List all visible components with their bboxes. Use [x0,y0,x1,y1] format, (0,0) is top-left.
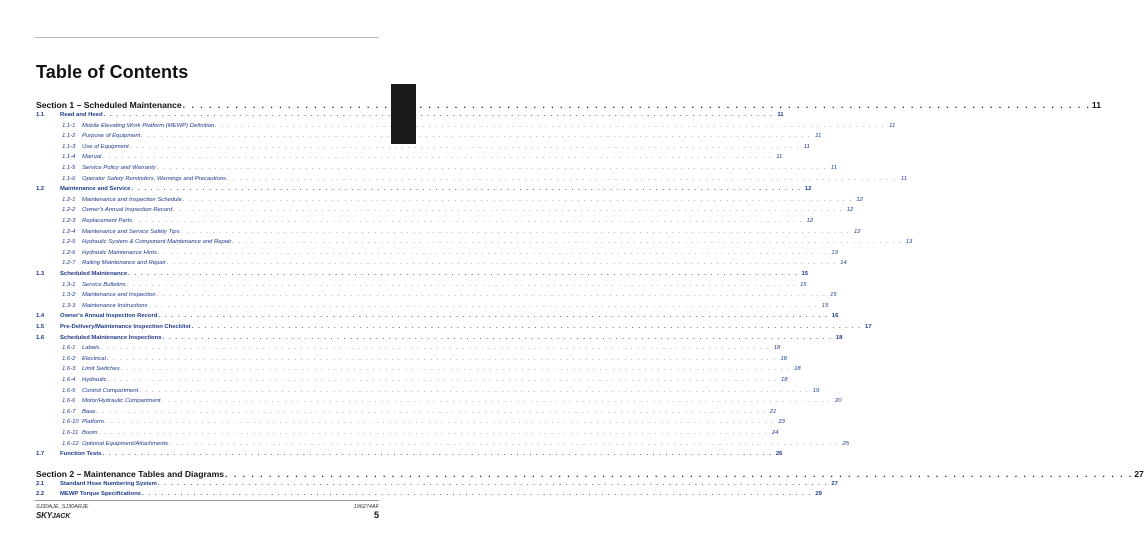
toc-entry-title: Manual [82,154,102,161]
toc-entry-level2[interactable] [62,154,783,165]
toc-entry-level2[interactable] [62,175,907,187]
toc-entry-page: 20 [835,398,842,405]
dot-leader: . . . . . . . . . . . . . . . . . . . . . . . . . . . . . . . . . . . . . . . . . . . . . . . . . . . . . . . . . . . . . . . . . . . . . . . . . . . . . . . . . . . . . . . . . . . . . . . . . . . . . . . . [100,345,771,352]
toc-entry-page: 14 [840,260,847,267]
toc-entry-page: 15 [801,271,809,277]
toc-entry-number: 1.6-5 [62,387,76,394]
toc-entry-title: Purpose of Equipment [82,133,141,140]
dot-leader: . . . . . . . . . . . . . . . . . . . . . . . . . . . . . . . . . . . . . . . . . . . . . . . . . . . . . . . . . . . . . . . . . . . . . . . . . . . . . . . . . . . . . . . . . . . . . . . . . . . . . . . . [225,468,1134,479]
toc-section-heading[interactable] [36,468,1144,481]
toc-entry-page: 11 [900,175,907,182]
toc-entry-number: 1.1-4 [62,154,76,161]
dot-leader: . . . . . . . . . . . . . . . . . . . . . . . . . . . . . . . . . . . . . . . . . . . . . . . . . . . . . . . . . . . . . . . . . . . . . . . . . . . . . . . . . . . . . . . . . . . . . . . . . . . . . . . . [102,451,773,458]
toc-entry-level2[interactable] [62,440,850,452]
toc-entry-number: 1.1-3 [62,143,76,150]
page-title: Table of Contents [36,62,189,82]
toc-entry-title: Read and Heed [60,112,103,118]
toc-entry-page: 11 [1091,100,1102,110]
toc-entry-number: 1.3-1 [62,281,76,288]
dot-leader: . . . . . . . . . . . . . . . . . . . . . . . . . . . . . . . . . . . . . . . . . . . . . . . . . . . . . . . . . . . . . . . . . . . . . . . . . . . . . . . . . . . . . . . . . . . . . . . . . . . . . . . . [158,313,829,320]
toc-entry-page: 21 [769,408,777,415]
dot-leader: . . . . . . . . . . . . . . . . . . . . . . . . . . . . . . . . . . . . . . . . . . . . . . . . . . . . . . . . . . . . . . . . . . . . . . . . . . . . . . . . . . . . . . . . . . . . . . . . . . . . . . . . [96,408,767,415]
toc-entry-level2[interactable] [62,430,779,441]
toc-entry-page: 11 [889,122,896,129]
toc-entry-level1[interactable] [36,271,809,282]
dot-leader: . . . . . . . . . . . . . . . . . . . . . . . . . . . . . . . . . . . . . . . . . . . . . . . . . . . . . . . . . . . . . . . . . . . . . . . . . . . . . . . . . . . . . . . . . . . . . . . . . . . . . . . . [131,186,802,193]
toc-entry-title: Owner's Annual Inspection Record [82,207,173,214]
toc-entry-level2[interactable] [62,355,787,367]
dot-leader: . . . . . . . . . . . . . . . . . . . . . . . . . . . . . . . . . . . . . . . . . . . . . . . . . . . . . . . . . . . . . . . . . . . . . . . . . . . . . . . . . . . . . . . . . . . . . . . . . . . . . . . . [157,249,828,256]
toc-entry-page: 18 [835,334,843,341]
toc-entry-page: 12 [806,218,814,224]
toc-entry-page: 24 [771,430,779,436]
dot-leader: . . . . . . . . . . . . . . . . . . . . . . . . . . . . . . . . . . . . . . . . . . . . . . . . . . . . . . . . . . . . . . . . . . . . . . . . . . . . . . . . . . . . . . . . . . . . . . . . . . . . . . . . [103,112,774,118]
toc-entry-title: Function Tests [60,451,102,458]
toc-entry-number: 2.2 [36,491,45,498]
toc-entry-title: Section 1 – Scheduled Maintenance [36,100,182,110]
dot-leader: . . . . . . . . . . . . . . . . . . . . . . . . . . . . . . . . . . . . . . . . . . . . . . . . . . . . . . . . . . . . . . . . . . . . . . . . . . . . . . . . . . . . . . . . . . . . . . . . . . . . . . . . [161,398,832,405]
dot-leader: . . . . . . . . . . . . . . . . . . . . . . . . . . . . . . . . . . . . . . . . . . . . . . . . . . . . . . . . . . . . . . . . . . . . . . . . . . . . . . . . . . . . . . . . . . . . . . . . . . . . . . . . [191,324,862,330]
toc-entry-title: Boom [82,430,98,436]
toc-entry-page: 16 [831,313,839,320]
toc-entry-level2[interactable] [62,143,810,155]
toc-entry-level2[interactable] [62,281,807,293]
footer-doc-number: 196274AF [353,504,379,510]
toc-entry-number: 1.6-2 [62,355,76,362]
toc-entry-title: Hydraulic System & Component Maintenance and Repair [82,239,232,246]
dot-leader: . . . . . . . . . . . . . . . . . . . . . . . . . . . . . . . . . . . . . . . . . . . . . . . . . . . . . . . . . . . . . . . . . . . . . . . . . . . . . . . . . . . . . . . . . . . . . . . . . . . . . . . . [106,355,777,362]
toc-entry-title: Scheduled Maintenance [60,271,128,277]
toc-entry-title: Control Compartment [82,387,139,394]
skyjack-logo [36,511,70,520]
toc-entry-number: 1.4 [36,313,45,320]
toc-entry-number: 1.1-5 [62,165,76,171]
toc-entry-number: 1.1-6 [62,175,76,182]
toc-entry-title: Mobile Elevating Work Platform (MEWP) Definition [82,122,215,129]
toc-entry-page: 23 [778,419,785,426]
toc-entry-title: Standard Hose Numbering System [60,480,157,487]
toc-entry-number: 1.2-7 [62,260,76,267]
toc-entry-level2[interactable] [62,133,822,144]
toc-entry-title: Railing Maintenance and Repair [82,260,166,267]
dot-leader: . . . . . . . . . . . . . . . . . . . . . . . . . . . . . . . . . . . . . . . . . . . . . . . . . . . . . . . . . . . . . . . . . . . . . . . . . . . . . . . . . . . . . . . . . . . . . . . . . . . . . . . . [139,387,810,394]
toc-entry-page: 15 [830,292,837,299]
toc-entry-number: 1.6-4 [62,377,76,383]
toc-entry-page: 11 [830,165,837,171]
toc-entry-number: 1.6-3 [62,366,76,373]
dot-leader: . . . . . . . . . . . . . . . . . . . . . . . . . . . . . . . . . . . . . . . . . . . . . . . . . . . . . . . . . . . . . . . . . . . . . . . . . . . . . . . . . . . . . . . . . . . . . . . . . . . . . . . . [102,154,773,161]
logo-jack-text: JACK [51,513,71,520]
toc-entry-title: MEWP Torque Specifications [60,491,141,498]
toc-entry-title: Scheduled Maintenance Inspections [60,334,162,341]
toc-entry-page: 18 [780,377,788,383]
toc-entry-number: 1.6 [36,334,45,341]
toc-entry-level1[interactable] [36,451,783,462]
toc-entry-page: 11 [777,112,784,118]
toc-entry-title: Maintenance and Service Safety Tips [82,228,180,235]
toc-entry-number: 1.2-2 [62,207,76,214]
page-number: 5 [373,510,379,520]
toc-entry-level1[interactable] [36,186,812,197]
top-rule [35,37,379,38]
dot-leader: . . . . . . . . . . . . . . . . . . . . . . . . . . . . . . . . . . . . . . . . . . . . . . . . . . . . . . . . . . . . . . . . . . . . . . . . . . . . . . . . . . . . . . . . . . . . . . . . . . . . . . . . [182,100,1091,110]
dot-leader: . . . . . . . . . . . . . . . . . . . . . . . . . . . . . . . . . . . . . . . . . . . . . . . . . . . . . . . . . . . . . . . . . . . . . . . . . . . . . . . . . . . . . . . . . . . . . . . . . . . . . . . . [169,440,840,447]
toc-entry-level2[interactable] [62,408,777,420]
toc-entry-number: 1.1-1 [62,122,76,129]
toc-entry-page: 13 [905,239,913,246]
toc-entry-title: Electrical [82,355,106,362]
toc-entry-page: 17 [865,324,872,330]
toc-entry-page: 18 [794,366,801,373]
dot-leader: . . . . . . . . . . . . . . . . . . . . . . . . . . . . . . . . . . . . . . . . . . . . . . . . . . . . . . . . . . . . . . . . . . . . . . . . . . . . . . . . . . . . . . . . . . . . . . . . . . . . . . . . [162,334,833,341]
dot-leader: . . . . . . . . . . . . . . . . . . . . . . . . . . . . . . . . . . . . . . . . . . . . . . . . . . . . . . . . . . . . . . . . . . . . . . . . . . . . . . . . . . . . . . . . . . . . . . . . . . . . . . . . [156,292,827,299]
dot-leader: . . . . . . . . . . . . . . . . . . . . . . . . . . . . . . . . . . . . . . . . . . . . . . . . . . . . . . . . . . . . . . . . . . . . . . . . . . . . . . . . . . . . . . . . . . . . . . . . . . . . . . . . [215,122,886,129]
dot-leader: . . . . . . . . . . . . . . . . . . . . . . . . . . . . . . . . . . . . . . . . . . . . . . . . . . . . . . . . . . . . . . . . . . . . . . . . . . . . . . . . . . . . . . . . . . . . . . . . . . . . . . . . [232,239,903,246]
toc-entry-title: Maintenance Instructions [82,302,148,309]
dot-leader: . . . . . . . . . . . . . . . . . . . . . . . . . . . . . . . . . . . . . . . . . . . . . . . . . . . . . . . . . . . . . . . . . . . . . . . . . . . . . . . . . . . . . . . . . . . . . . . . . . . . . . . . [226,175,897,182]
toc-entry-level2[interactable] [62,398,842,409]
footer-rule [35,500,379,501]
toc-entry-level2[interactable] [62,377,788,388]
toc-entry-number: 1.7 [36,451,45,458]
toc-entry-level2[interactable] [62,419,785,430]
toc-entry-number: 1.6-11 [62,430,79,436]
dot-leader: . . . . . . . . . . . . . . . . . . . . . . . . . . . . . . . . . . . . . . . . . . . . . . . . . . . . . . . . . . . . . . . . . . . . . . . . . . . . . . . . . . . . . . . . . . . . . . . . . . . . . . . . [98,430,769,436]
toc-entry-number: 1.1 [36,112,45,118]
dot-leader: . . . . . . . . . . . . . . . . . . . . . . . . . . . . . . . . . . . . . . . . . . . . . . . . . . . . . . . . . . . . . . . . . . . . . . . . . . . . . . . . . . . . . . . . . . . . . . . . . . . . . . . . [141,491,812,498]
toc-entry-page: 12 [804,186,812,193]
toc-entry-title: Service Bulletins [82,281,126,288]
toc-entry-title: Labels [82,345,100,352]
toc-entry-number: 1.2-5 [62,239,76,246]
dot-leader: . . . . . . . . . . . . . . . . . . . . . . . . . . . . . . . . . . . . . . . . . . . . . . . . . . . . . . . . . . . . . . . . . . . . . . . . . . . . . . . . . . . . . . . . . . . . . . . . . . . . . . . . [128,271,799,277]
toc-entry-level2[interactable] [62,228,861,240]
dot-leader: . . . . . . . . . . . . . . . . . . . . . . . . . . . . . . . . . . . . . . . . . . . . . . . . . . . . . . . . . . . . . . . . . . . . . . . . . . . . . . . . . . . . . . . . . . . . . . . . . . . . . . . . [133,218,804,224]
toc-entry-level1[interactable] [36,334,843,346]
toc-entry-level2[interactable] [62,218,814,229]
toc-entry-title: Operator Safety Reminders, Warnings and Precautions [82,175,226,182]
toc-entry-level2[interactable] [62,366,801,377]
dot-leader: . . . . . . . . . . . . . . . . . . . . . . . . . . . . . . . . . . . . . . . . . . . . . . . . . . . . . . . . . . . . . . . . . . . . . . . . . . . . . . . . . . . . . . . . . . . . . . . . . . . . . . . . [173,207,844,214]
toc-entry-page: 15 [821,302,829,309]
toc-entry-page: 19 [812,387,820,394]
toc-entry-page: 15 [799,281,807,288]
toc-entry-number: 1.6-1 [62,345,76,352]
toc-entry-title: Maintenance and Inspection [82,292,156,299]
toc-entry-page: 12 [853,228,861,235]
dot-leader: . . . . . . . . . . . . . . . . . . . . . . . . . . . . . . . . . . . . . . . . . . . . . . . . . . . . . . . . . . . . . . . . . . . . . . . . . . . . . . . . . . . . . . . . . . . . . . . . . . . . . . . . [126,281,797,288]
toc-entry-page: 12 [856,196,863,203]
toc-entry-page: 27 [1134,468,1144,479]
toc-entry-title: Service Policy and Warranty [82,165,156,171]
dot-leader: . . . . . . . . . . . . . . . . . . . . . . . . . . . . . . . . . . . . . . . . . . . . . . . . . . . . . . . . . . . . . . . . . . . . . . . . . . . . . . . . . . . . . . . . . . . . . . . . . . . . . . . . [141,133,812,140]
dot-leader: . . . . . . . . . . . . . . . . . . . . . . . . . . . . . . . . . . . . . . . . . . . . . . . . . . . . . . . . . . . . . . . . . . . . . . . . . . . . . . . . . . . . . . . . . . . . . . . . . . . . . . . . [107,377,778,383]
toc-entry-level1[interactable] [36,480,838,492]
dot-leader: . . . . . . . . . . . . . . . . . . . . . . . . . . . . . . . . . . . . . . . . . . . . . . . . . . . . . . . . . . . . . . . . . . . . . . . . . . . . . . . . . . . . . . . . . . . . . . . . . . . . . . . . [104,419,775,426]
toc-entry-number: 1.3-2 [62,292,76,299]
toc-entry-number: 1.2-4 [62,228,76,235]
toc-entry-level2[interactable] [62,165,837,176]
toc-entry-page: 25 [842,440,850,447]
toc-entry-level2[interactable] [62,122,896,134]
toc-entry-number: 1.2-1 [62,196,76,203]
toc-entry-page: 26 [775,451,783,458]
dot-leader: . . . . . . . . . . . . . . . . . . . . . . . . . . . . . . . . . . . . . . . . . . . . . . . . . . . . . . . . . . . . . . . . . . . . . . . . . . . . . . . . . . . . . . . . . . . . . . . . . . . . . . . . [166,260,837,267]
toc-entry-level2[interactable] [62,387,820,399]
toc-entry-level2[interactable] [62,249,838,261]
toc-entry-page: 11 [803,143,810,150]
toc-entry-page: 18 [780,355,787,362]
toc-entry-level1[interactable] [36,324,872,335]
dot-leader: . . . . . . . . . . . . . . . . . . . . . . . . . . . . . . . . . . . . . . . . . . . . . . . . . . . . . . . . . . . . . . . . . . . . . . . . . . . . . . . . . . . . . . . . . . . . . . . . . . . . . . . . [156,165,827,171]
toc-entry-level1[interactable] [36,112,784,123]
toc-entry-level2[interactable] [62,239,913,250]
toc-entry-level2[interactable] [62,207,854,218]
dot-leader: . . . . . . . . . . . . . . . . . . . . . . . . . . . . . . . . . . . . . . . . . . . . . . . . . . . . . . . . . . . . . . . . . . . . . . . . . . . . . . . . . . . . . . . . . . . . . . . . . . . . . . . . [148,302,819,309]
toc-entry-title: Platform [82,419,104,426]
toc-entry-page: 13 [831,249,838,256]
toc-entry-title: Hydraulic Maintenance Hints [82,249,157,256]
dot-leader: . . . . . . . . . . . . . . . . . . . . . . . . . . . . . . . . . . . . . . . . . . . . . . . . . . . . . . . . . . . . . . . . . . . . . . . . . . . . . . . . . . . . . . . . . . . . . . . . . . . . . . . . [157,480,828,487]
toc-entry-page: 12 [846,207,854,214]
toc-entry-title: Hydraulic [82,377,107,383]
toc-entry-number: 1.3-3 [62,302,76,309]
toc-entry-title: Replacement Parts [82,218,133,224]
toc-entry-page: 29 [815,491,822,498]
toc-entry-number: 1.6-7 [62,408,76,415]
dot-leader: . . . . . . . . . . . . . . . . . . . . . . . . . . . . . . . . . . . . . . . . . . . . . . . . . . . . . . . . . . . . . . . . . . . . . . . . . . . . . . . . . . . . . . . . . . . . . . . . . . . . . . . . [120,366,791,373]
toc-entry-title: Owner's Annual Inspection Record [60,313,158,320]
toc-entry-title: Section 2 – Maintenance Tables and Diagrams [36,468,225,479]
dot-leader: . . . . . . . . . . . . . . . . . . . . . . . . . . . . . . . . . . . . . . . . . . . . . . . . . . . . . . . . . . . . . . . . . . . . . . . . . . . . . . . . . . . . . . . . . . . . . . . . . . . . . . . . [180,228,851,235]
toc-entry-level2[interactable] [62,292,837,303]
toc-entry-number: 1.3 [36,271,45,277]
toc-entry-page: 27 [831,480,838,487]
toc-section-heading[interactable] [36,100,1102,112]
toc-entry-number: 2.1 [36,480,45,487]
toc-entry-level2[interactable] [62,345,781,356]
toc-entry-title: Limit Switches [82,366,120,373]
toc-entry-number: 1.2-6 [62,249,76,256]
toc-entry-level1[interactable] [36,313,839,324]
toc-entry-page: 11 [776,154,783,161]
toc-entry-title: Use of Equipment [82,143,129,150]
toc-entry-level2[interactable] [62,196,863,208]
toc-entry-title: Base [82,408,96,415]
toc-entry-title: Motor/Hydraulic Compartment [82,398,161,405]
toc-entry-title: Pre-Delivery/Maintenance Inspection Checklist [60,324,191,330]
toc-entry-number: 1.2 [36,186,45,193]
toc-entry-title: Maintenance and Service [60,186,131,193]
dot-leader: . . . . . . . . . . . . . . . . . . . . . . . . . . . . . . . . . . . . . . . . . . . . . . . . . . . . . . . . . . . . . . . . . . . . . . . . . . . . . . . . . . . . . . . . . . . . . . . . . . . . . . . . [182,196,853,203]
toc-entry-title: Maintenance and Inspection Schedule [82,196,182,203]
dot-leader: . . . . . . . . . . . . . . . . . . . . . . . . . . . . . . . . . . . . . . . . . . . . . . . . . . . . . . . . . . . . . . . . . . . . . . . . . . . . . . . . . . . . . . . . . . . . . . . . . . . . . . . . [129,143,800,150]
toc-entry-page: 18 [773,345,781,352]
logo-sky-text: SKY [36,511,52,520]
toc-entry-level2[interactable] [62,302,829,314]
toc-entry-number: 1.2-3 [62,218,76,224]
toc-entry-number: 1.6-6 [62,398,76,405]
footer-model: SJ30AJE, SJ30ARJE [36,504,89,510]
toc-entry-page: 11 [815,133,822,140]
toc-entry-number: 1.6-10 [62,419,79,426]
toc-entry-level2[interactable] [62,260,847,271]
toc-entry-number: 1.6-12 [62,440,79,447]
toc-entry-number: 1.5 [36,324,45,330]
toc-entry-number: 1.1-2 [62,133,76,140]
toc-entry-title: Optional Equipment/Attachments [82,440,169,447]
